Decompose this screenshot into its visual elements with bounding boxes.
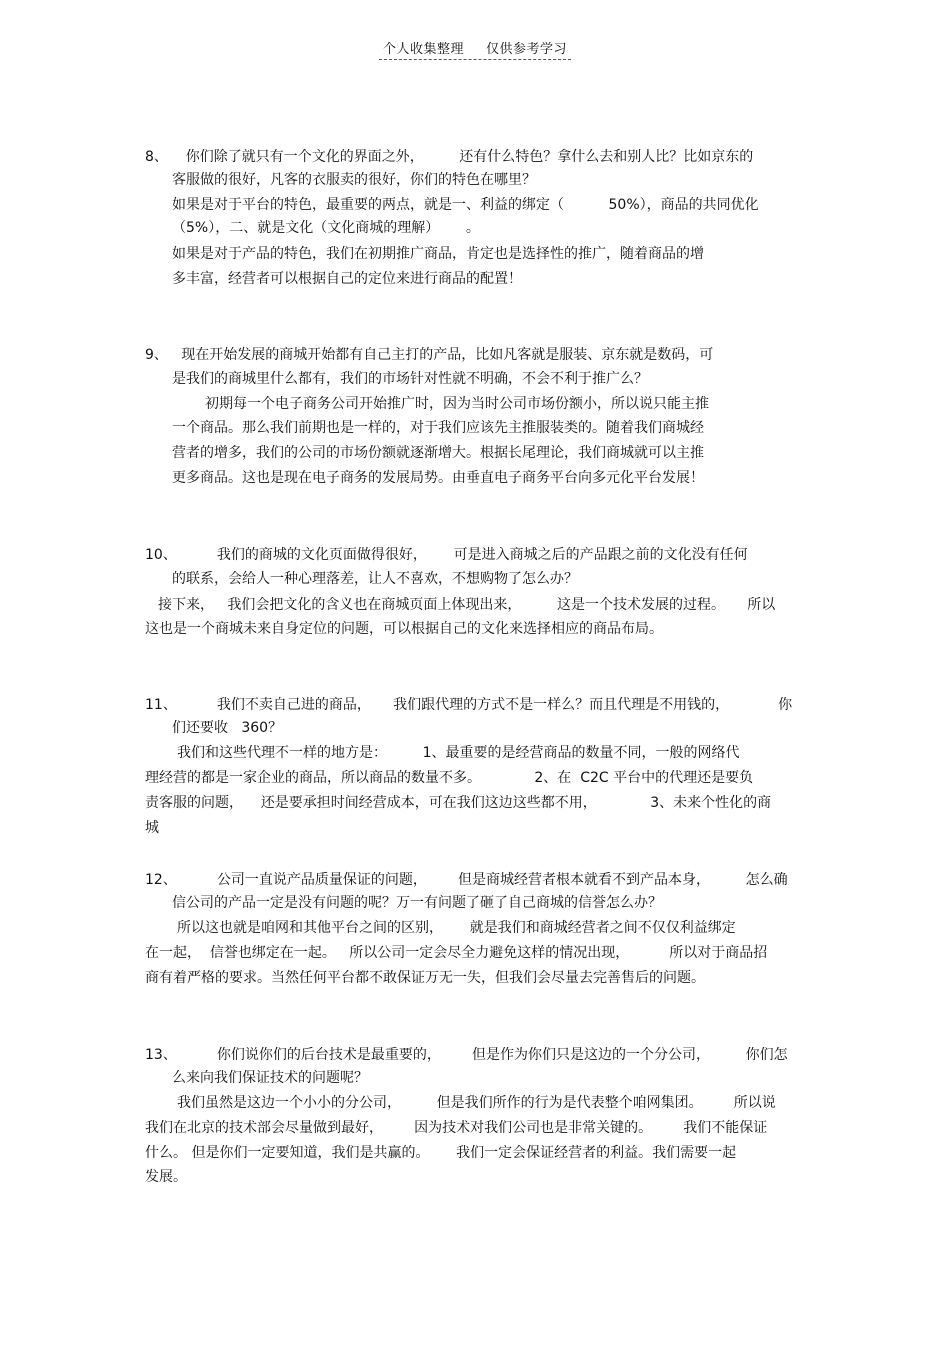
- header-part1: 个人收集整理: [382, 42, 464, 57]
- text-line: 更多商品。这也是现在电子商务的发展局势。由垂直电子商务平台向多元化平台发展！: [172, 470, 704, 486]
- text-line: 这也是一个商城未来自身定位的问题，可以根据自己的文化来选择相应的商品布局。: [145, 621, 663, 637]
- text-line: 商有着严格的要求。当然任何平台都不敢保证万无一失，但我们会尽量去完善售后的问题。: [145, 970, 705, 986]
- text-line: 在一起， 信誉也绑定在一起。 所以公司一定会尽全力避免这样的情况出现， 所以对于商品招: [145, 945, 768, 961]
- text-line: （5%），二、就是文化（文化商城的理解） 。: [172, 220, 480, 236]
- text-line: 11、 我们不卖自己进的商品， 我们跟代理的方式不是一样么？而且代理是不用钱的， 你: [145, 697, 793, 713]
- text-line: 12、 公司一直说产品质量保证的问题， 但是商城经营者根本就看不到产品本身， 怎么确: [145, 872, 788, 888]
- header-part2: 仅供参考学习: [486, 42, 568, 57]
- text-line: 如果是对于平台的特色，最重要的两点，就是一、利益的绑定（ 50%），商品的共同优化: [172, 197, 759, 213]
- text-line: 是我们的商城里什么都有，我们的市场针对性就不明确，不会不利于推广么？: [172, 371, 648, 387]
- text-line: 责客服的问题， 还是要承担时间经营成本，可在我们这边这些都不用， 3、未来个性化的商: [145, 795, 772, 811]
- text-line: 接下来， 我们会把文化的含义也在商城页面上体现出来， 这是一个技术发展的过程。 所以: [158, 597, 776, 613]
- text-line: 什么。 但是你们一定要知道，我们是共赢的。 我们一定会保证经营者的利益。我们需要一起: [145, 1145, 737, 1161]
- text-line: 城: [145, 820, 159, 836]
- page-header: [0, 38, 950, 60]
- text-line: 营者的增多，我们的公司的市场份额就逐渐增大。根据长尾理论，我们商城就可以主推: [172, 445, 704, 461]
- text-line: 理经营的都是一家企业的商品，所以商品的数量不多。 2、在 C2C 平台中的代理还是要负: [145, 770, 754, 786]
- text-line: 如果是对于产品的特色，我们在初期推广商品，肯定也是选择性的推广，随着商品的增: [172, 246, 704, 262]
- text-line: 一个商品。那么我们前期也是一样的，对于我们应该先主推服装类的。随着我们商城经: [172, 420, 704, 436]
- header-text: [379, 38, 571, 60]
- text-line: 我们虽然是这边一个小小的分公司， 但是我们所作的行为是代表整个咱网集团。 所以说: [177, 1095, 776, 1111]
- text-line: 们还要收 360？: [172, 720, 283, 736]
- text-line: 所以这也就是咱网和其他平台之间的区别， 就是我们和商城经营者之间不仅仅利益绑定: [177, 920, 736, 936]
- text-line: 信公司的产品一定是没有问题的呢？万一有问题了砸了自己商城的信誉怎么办？: [172, 895, 662, 911]
- text-line: 9、 现在开始发展的商城开始都有自己主打的产品，比如凡客就是服装、京东就是数码，可: [145, 347, 714, 363]
- text-line: 我们在北京的技术部会尽量做到最好， 因为技术对我们公司也是非常关键的。 我们不能保证: [145, 1120, 768, 1136]
- text-line: 我们和这些代理不一样的地方是： 1、最重要的是经营商品的数量不同，一般的网络代: [177, 745, 740, 761]
- text-line: 10、 我们的商城的文化页面做得很好， 可是进入商城之后的产品跟之前的文化没有任何: [145, 547, 748, 563]
- text-line: 的联系，会给人一种心理落差，让人不喜欢，不想购物了怎么办？: [172, 571, 578, 587]
- text-line: 8、 你们除了就只有一个文化的界面之外， 还有什么特色？拿什么去和别人比？比如京东的: [145, 149, 754, 165]
- text-line: 初期每一个电子商务公司开始推广时，因为当时公司市场份额小，所以说只能主推: [205, 396, 709, 412]
- text-line: 多丰富，经营者可以根据自己的定位来进行商品的配置！: [172, 271, 522, 287]
- text-line: 发展。: [145, 1169, 187, 1185]
- text-line: 客服做的很好，凡客的衣服卖的很好，你们的特色在哪里？: [172, 172, 536, 188]
- text-line: 13、 你们说你们的后台技术是最重要的， 但是作为你们只是这边的一个分公司， 你们怎: [145, 1047, 788, 1063]
- text-line: 么来向我们保证技术的问题呢？: [172, 1070, 368, 1086]
